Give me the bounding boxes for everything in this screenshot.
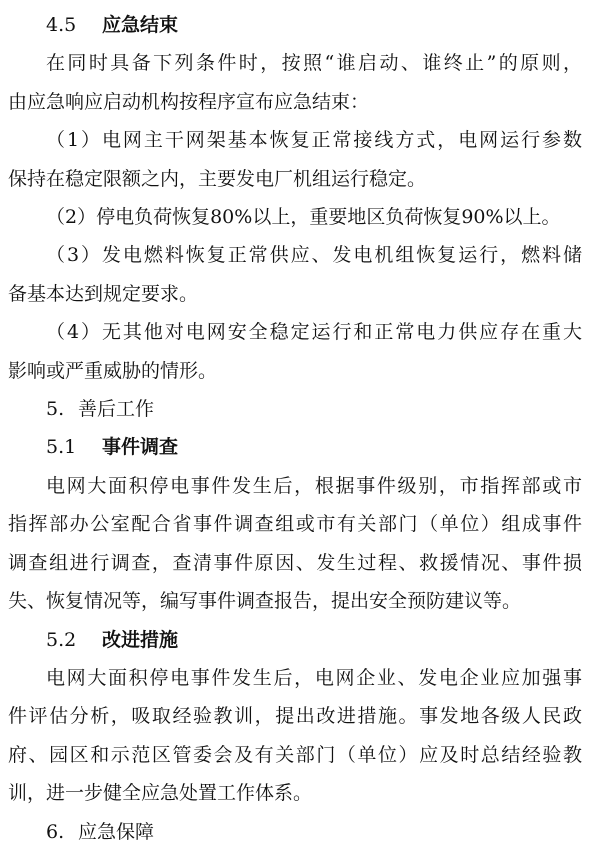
paragraph-line: 电网大面积停电事件发生后，电网企业、发电企业应加强事 <box>46 666 582 689</box>
list-item-line: 保持在稳定限额之内，主要发电厂机组运行稳定。 <box>8 167 427 190</box>
section-number: 5.1 <box>46 436 77 459</box>
section-heading-5-2 <box>8 621 582 659</box>
section-number: 5. <box>46 398 65 421</box>
paragraph-line: 件评估分析，吸取经验教训，提出改进措施。事发地各级人民政 <box>8 705 582 728</box>
section-title: 改进措施 <box>102 628 179 651</box>
paragraph-line: 调查组进行调查，查清事件原因、发生过程、救援情况、事件损 <box>8 551 582 574</box>
section-title: 事件调查 <box>102 436 179 459</box>
section-heading-5 <box>8 390 582 428</box>
list-item-line: （4）无其他对电网安全稳定运行和正常电力供应存在重大 <box>46 321 582 344</box>
section-title: 应急结束 <box>102 14 179 36</box>
list-item-line: （2）停电负荷恢复80%以上，重要地区负荷恢复90%以上。 <box>46 206 561 229</box>
paragraph-line: 指挥部办公室配合省事件调查组或市有关部门（单位）组成事件 <box>8 513 582 536</box>
section-heading-6 <box>8 813 582 851</box>
paragraph-line: 在同时具备下列条件时，按照“谁启动、谁终止”的原则， <box>46 52 582 75</box>
list-item-line: （3）发电燃料恢复正常供应、发电机组恢复运行，燃料储 <box>46 244 582 267</box>
section-number: 4.5 <box>46 14 77 36</box>
section-number: 6. <box>46 820 65 843</box>
section-heading-4-5 <box>8 6 582 44</box>
section-title: 应急保障 <box>78 820 155 843</box>
list-item-line: 备基本达到规定要求。 <box>8 282 199 305</box>
paragraph-line: 失、恢复情况等，编写事件调查报告，提出安全预防建议等。 <box>8 590 522 613</box>
section-title: 善后工作 <box>78 398 155 421</box>
section-number: 5.2 <box>46 628 77 651</box>
list-item-line: （1）电网主干网架基本恢复正常接线方式，电网运行参数 <box>46 129 582 152</box>
list-item-line: 影响或严重威胁的情形。 <box>8 359 218 382</box>
section-heading-5-1 <box>8 428 582 466</box>
paragraph-line: 由应急响应启动机构按程序宣布应急结束： <box>8 90 370 113</box>
paragraph-line: 电网大面积停电事件发生后，根据事件级别，市指挥部或市 <box>46 474 582 497</box>
paragraph-line: 府、园区和示范区管委会及有关部门（单位）应及时总结经验教 <box>8 743 582 766</box>
paragraph-line: 训，进一步健全应急处置工作体系。 <box>8 782 313 805</box>
